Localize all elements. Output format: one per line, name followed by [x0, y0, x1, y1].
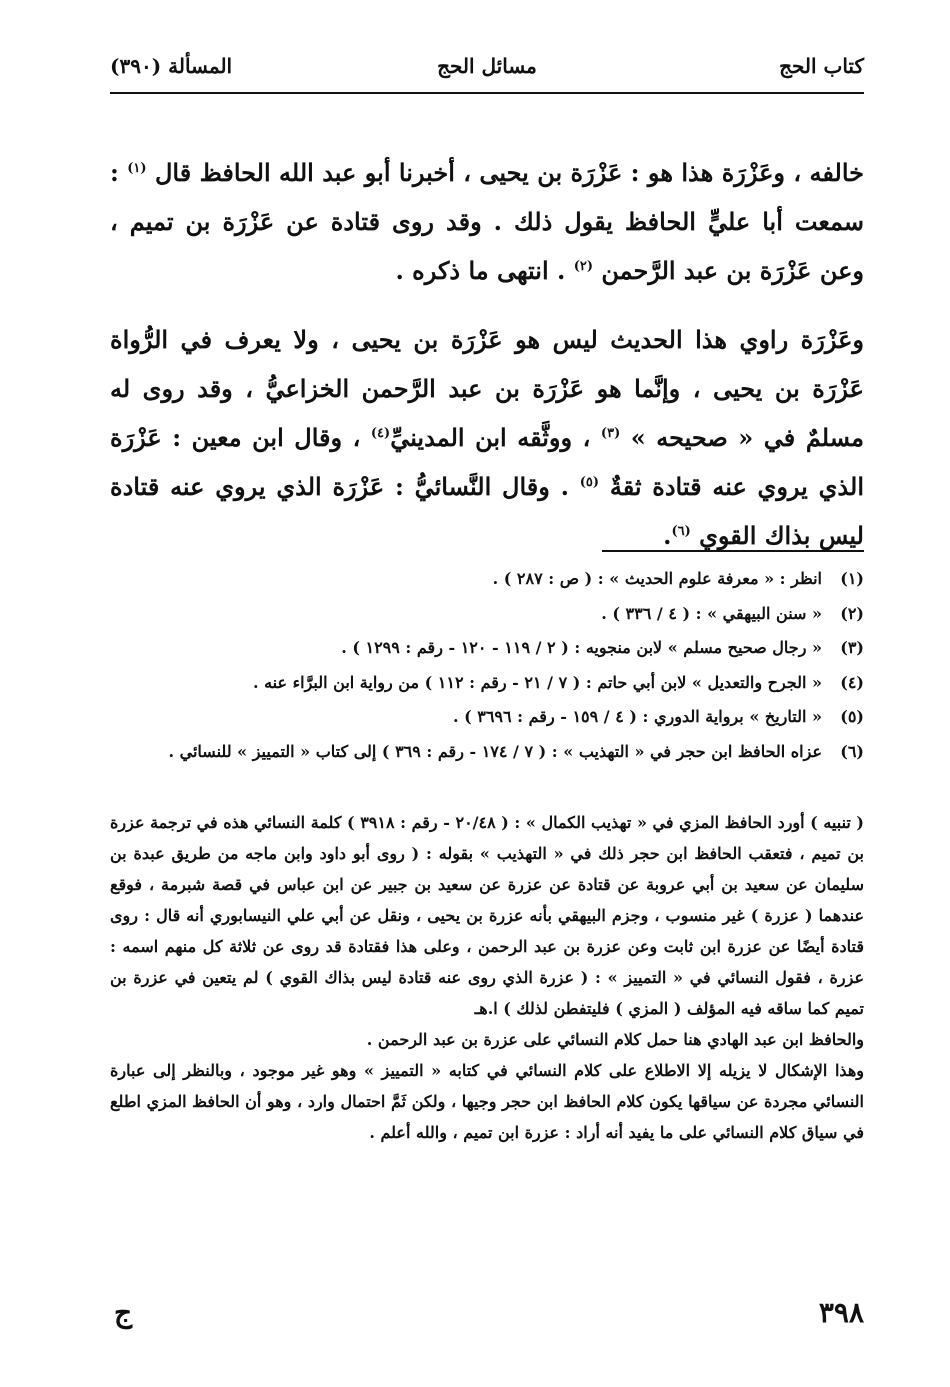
- footnote-text: عزاه الحافظ ابن حجر في « التهذيب » : ( ٧ / ١٧٤ - رقم : ٣٦٩ ) إلى كتاب « التمييز » للنسائي .: [168, 741, 822, 761]
- paragraph-2-part-e: .: [663, 521, 672, 550]
- footnote-ref-1: (١): [127, 161, 147, 176]
- footnote-text: « رجال صحيح مسلم » لابن منجويه : ( ٢ / ١١٩ - ١٢٠ - رقم : ١٢٩٩ ) .: [341, 638, 822, 657]
- footnote-text: انظر : « معرفة علوم الحديث » : ( ص : ٢٨٧ ) .: [492, 569, 822, 588]
- paragraph-2-part-a: وعَزْرَة راوي هذا الحديث ليس هو عَزْرَة بن يحيى ، ولا يعرف في الرُّواة عَزْرَة بن يحيى ، وإنَّما هو عَزْرَة بن عبد الرَّحمن الخزاعيُّ ، وقد روى له مسلمٌ في « صحيحه »: [110, 325, 864, 452]
- footnote-number: (٤): [840, 672, 864, 692]
- footnote-6: [110, 735, 864, 770]
- note-paragraph-2: والحافظ ابن عبد الهادي هنا حمل كلام النسائي على عزرة بن عبد الرحمن .: [366, 1030, 864, 1049]
- running-header: [110, 54, 864, 94]
- paragraph-1-part-b: : سمعت أبا عليٍّ الحافظ يقول ذلك . وقد روى قتادة عن عَزْرَة بن تميم ، وعن عَزْرَة بن عبد الرَّحمن: [110, 158, 864, 285]
- footnote-number: (٥): [840, 707, 864, 726]
- header-section-title: مسائل الحج: [437, 54, 537, 78]
- paragraph-2-part-c: ، وقال ابن معين : عَزْرَة الذي يروي عنه قتادة ثقةٌ: [110, 423, 864, 501]
- paragraph-2-part-d: . وقال النَّسائيُّ : عَزْرَة الذي يروي عنه قتادة ليس بذاك القوي: [110, 472, 864, 550]
- main-text: [110, 148, 864, 560]
- note-paragraph: ( تنبيه ) أورد الحافظ المزي في « تهذيب الكمال » : ( ٢٠/٤٨ - رقم : ٣٩١٨ ) كلمة النسائي هذه في ترجمة عزرة بن تميم ، فتعقب الحافظ ابن حجر ذلك في « التهذيب » بقوله : ( روى أبو داود وابن ماجه من طريق عبدة بن سليمان عن سعيد بن أبي عروبة عن قتادة عن عزرة عن سعيد بن جبير عن ابن عباس في قصة شبرمة ، فوقع عندهما ( عزرة ) غير منسوب ، وجزم البيهقي بأنه عزرة بن يحيى ، ونقل عن أبي علي النيسابوري أنه قال : روى قتادة أيضًا عن عزرة ابن ثابت وعن عزرة بن عبد الرحمن ، وعلى هذا فقتادة قد روى عن ثلاثة كل منهم اسمه : عزرة ، فقول النسائي في « التمييز » : ( عزرة الذي روى عنه قتادة ليس بذاك القوي ) لم يتعين في عزرة بن تميم كما ساقه فيه المؤلف ( المزي ) فليتفطن لذلك ) ا.هـ: [110, 813, 865, 1018]
- header-book-title: كتاب الحج: [779, 54, 864, 78]
- footnote-5: [110, 700, 864, 735]
- footnote-4: [110, 666, 864, 701]
- footnote-text: « الجرح والتعديل » لابن أبي حاتم : ( ٧ / ٢١ - رقم : ١١٢ ) من رواية ابن البرَّاء عنه .: [252, 672, 822, 692]
- footnote-number: (٦): [840, 741, 864, 761]
- footnote-ref-3: (٣): [600, 426, 621, 441]
- paragraph-1-part-a: خالفه ، وعَزْرَة هذا هو : عَزْرَة بن يحيى ، أخبرنا أبو عبد الله الحافظ قال: [154, 158, 865, 187]
- footnote-3: [110, 631, 864, 666]
- footnote-text: « سنن البيهقي » : ( ٤ / ٣٣٦ ) .: [601, 603, 822, 623]
- signature-mark: ج: [114, 1296, 133, 1329]
- footnotes: [110, 562, 864, 769]
- footnote-ref-5: (٥): [579, 475, 600, 490]
- footnote-number: (٣): [840, 638, 864, 657]
- header-rule: [110, 92, 864, 94]
- footnote-number: (١): [840, 569, 864, 588]
- page-number: ٣٩٨: [818, 1296, 864, 1329]
- footnote-2: [110, 597, 864, 632]
- header-issue-number: المسألة (٣٩٠): [110, 54, 233, 78]
- paragraph-1: [110, 148, 864, 295]
- paragraph-2-part-b: ، ووثَّقه ابن المدينيِّ: [390, 423, 591, 452]
- footnote-ref-6: (٦): [671, 524, 691, 539]
- paragraph-2: [110, 315, 864, 560]
- paragraph-1-part-c: . انتهى ما ذكره .: [395, 256, 566, 285]
- footnote-ref-2: (٢): [573, 259, 593, 274]
- footnote-separator: [602, 550, 864, 552]
- footnote-text: « التاريخ » برواية الدوري : ( ٤ / ١٥٩ - رقم : ٣٦٩٦ ) .: [452, 707, 822, 726]
- footnote-1: [110, 562, 864, 597]
- footnote-number: (٢): [840, 603, 864, 623]
- footnote-6-note: [110, 807, 864, 1148]
- note-paragraph-3: وهذا الإشكال لا يزيله إلا الاطلاع على كلام النسائي في كتابه « التمييز » وهو غير موجود ، وبالنظر إلى عبارة النسائي مجردة عن سياقها يكون كلام الحافظ ابن حجر وجيها ، ولكن ثَمَّ احتمال وارد ، وهو أن الحافظ المزي اطلع في سياق كلام النسائي على ما يفيد أنه أراد : عزرة ابن تميم ، والله أعلم .: [110, 1061, 864, 1142]
- footnote-ref-4: (٤): [370, 426, 391, 441]
